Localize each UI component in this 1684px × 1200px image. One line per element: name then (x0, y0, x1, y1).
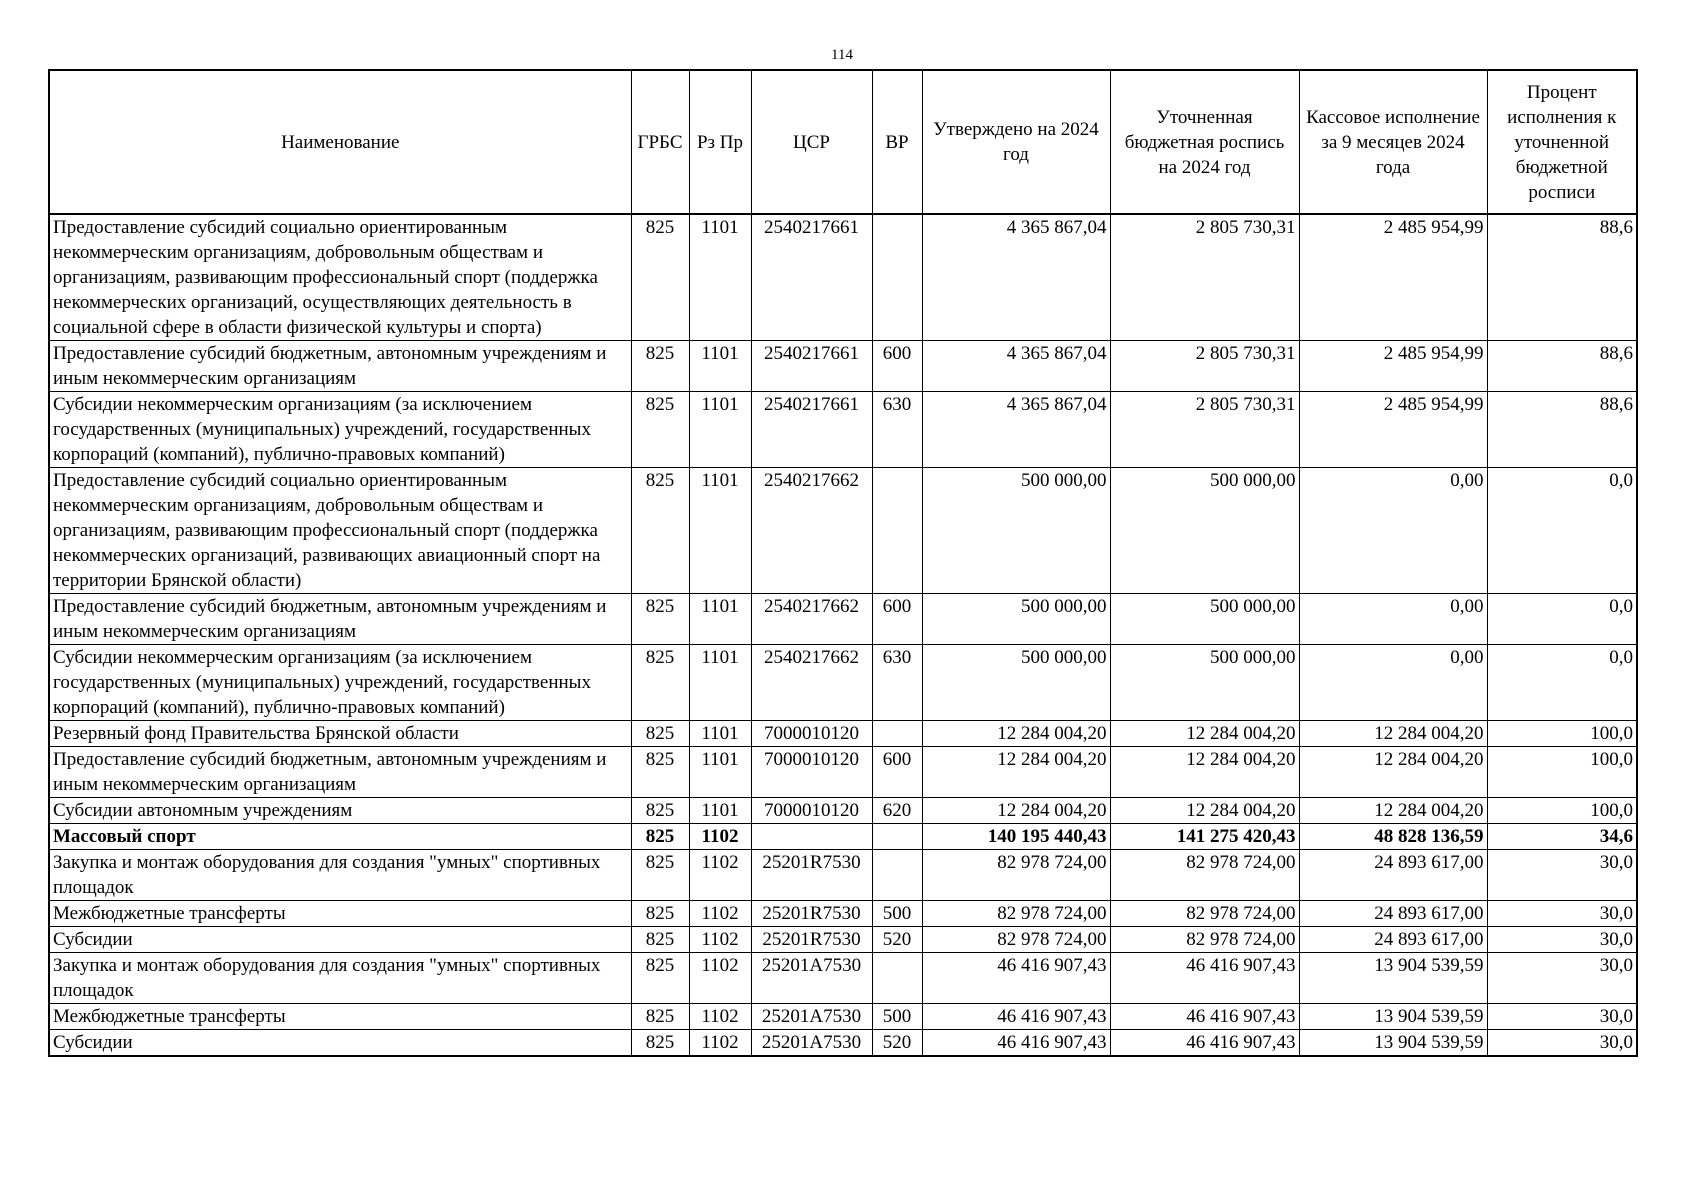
cell-percent: 30,0 (1487, 850, 1637, 901)
cell-approved: 46 416 907,43 (922, 953, 1110, 1004)
cell-csr: 25201A7530 (751, 1004, 872, 1030)
cell-grbs: 825 (631, 1030, 689, 1057)
cell-approved: 500 000,00 (922, 645, 1110, 721)
cell-approved: 12 284 004,20 (922, 747, 1110, 798)
cell-approved: 4 365 867,04 (922, 341, 1110, 392)
cell-vr (872, 214, 922, 341)
cell-percent: 100,0 (1487, 747, 1637, 798)
cell-grbs: 825 (631, 392, 689, 468)
cell-cash: 48 828 136,59 (1299, 824, 1487, 850)
cell-refined: 12 284 004,20 (1110, 747, 1299, 798)
cell-refined: 46 416 907,43 (1110, 1004, 1299, 1030)
cell-approved: 500 000,00 (922, 468, 1110, 594)
table-row (49, 927, 1637, 953)
cell-rzpr: 1102 (689, 927, 751, 953)
cell-rzpr: 1101 (689, 594, 751, 645)
cell-approved: 82 978 724,00 (922, 927, 1110, 953)
cell-vr: 600 (872, 594, 922, 645)
cell-name: Предоставление субсидий бюджетным, автономным учреждениям и иным некоммерческим организациям (49, 341, 631, 392)
cell-cash: 24 893 617,00 (1299, 850, 1487, 901)
cell-grbs: 825 (631, 1004, 689, 1030)
cell-vr: 630 (872, 392, 922, 468)
header-csr: ЦСР (751, 70, 872, 214)
cell-approved: 500 000,00 (922, 594, 1110, 645)
table-row (49, 645, 1637, 721)
table-row (49, 721, 1637, 747)
cell-csr (751, 824, 872, 850)
cell-name: Субсидии (49, 1030, 631, 1057)
cell-approved: 82 978 724,00 (922, 901, 1110, 927)
cell-csr: 25201A7530 (751, 953, 872, 1004)
budget-execution-table (48, 69, 1638, 1057)
page-number: 114 (831, 47, 853, 63)
cell-csr: 2540217662 (751, 594, 872, 645)
cell-csr: 2540217662 (751, 468, 872, 594)
table-body (49, 214, 1637, 1056)
cell-name: Субсидии некоммерческим организациям (за исключением государственных (муниципальных) учреждений, государственных корпораций (компаний), публично-правовых компаний) (49, 392, 631, 468)
cell-refined: 12 284 004,20 (1110, 798, 1299, 824)
header-cash: Кассовое исполнение за 9 месяцев 2024 года (1299, 70, 1487, 214)
table-row (49, 341, 1637, 392)
cell-rzpr: 1101 (689, 645, 751, 721)
cell-csr: 25201R7530 (751, 901, 872, 927)
cell-vr: 600 (872, 341, 922, 392)
cell-rzpr: 1102 (689, 1030, 751, 1057)
cell-refined: 2 805 730,31 (1110, 392, 1299, 468)
header-refined: Уточненная бюджетная роспись на 2024 год (1110, 70, 1299, 214)
cell-percent: 88,6 (1487, 341, 1637, 392)
cell-name: Предоставление субсидий бюджетным, автономным учреждениям и иным некоммерческим организациям (49, 594, 631, 645)
cell-refined: 46 416 907,43 (1110, 1030, 1299, 1057)
cell-csr: 25201R7530 (751, 927, 872, 953)
cell-rzpr: 1102 (689, 901, 751, 927)
header-grbs: ГРБС (631, 70, 689, 214)
cell-percent: 30,0 (1487, 927, 1637, 953)
header-percent: Процент исполнения к уточненной бюджетной росписи (1487, 70, 1637, 214)
cell-name: Субсидии (49, 927, 631, 953)
cell-percent: 30,0 (1487, 953, 1637, 1004)
header-vr: ВР (872, 70, 922, 214)
cell-percent: 88,6 (1487, 392, 1637, 468)
cell-name: Межбюджетные трансферты (49, 901, 631, 927)
cell-grbs: 825 (631, 798, 689, 824)
table-row (49, 214, 1637, 341)
cell-grbs: 825 (631, 721, 689, 747)
cell-approved: 82 978 724,00 (922, 850, 1110, 901)
cell-cash: 13 904 539,59 (1299, 1030, 1487, 1057)
cell-vr: 500 (872, 1004, 922, 1030)
table-row (49, 392, 1637, 468)
cell-vr (872, 721, 922, 747)
cell-cash: 12 284 004,20 (1299, 798, 1487, 824)
cell-cash: 13 904 539,59 (1299, 953, 1487, 1004)
cell-csr: 2540217661 (751, 214, 872, 341)
table-row (49, 824, 1637, 850)
cell-percent: 30,0 (1487, 1004, 1637, 1030)
cell-cash: 12 284 004,20 (1299, 747, 1487, 798)
cell-grbs: 825 (631, 747, 689, 798)
table-row (49, 850, 1637, 901)
table-row (49, 953, 1637, 1004)
cell-rzpr: 1102 (689, 824, 751, 850)
table-row (49, 468, 1637, 594)
cell-percent: 0,0 (1487, 594, 1637, 645)
cell-cash: 24 893 617,00 (1299, 901, 1487, 927)
cell-refined: 12 284 004,20 (1110, 721, 1299, 747)
cell-rzpr: 1102 (689, 1004, 751, 1030)
cell-rzpr: 1102 (689, 953, 751, 1004)
table-row (49, 901, 1637, 927)
table-header-row (49, 70, 1637, 214)
cell-vr: 520 (872, 1030, 922, 1057)
cell-refined: 82 978 724,00 (1110, 901, 1299, 927)
cell-rzpr: 1101 (689, 341, 751, 392)
cell-cash: 0,00 (1299, 468, 1487, 594)
cell-csr: 25201A7530 (751, 1030, 872, 1057)
cell-csr: 25201R7530 (751, 850, 872, 901)
cell-rzpr: 1101 (689, 798, 751, 824)
cell-approved: 46 416 907,43 (922, 1004, 1110, 1030)
cell-cash: 2 485 954,99 (1299, 392, 1487, 468)
cell-vr (872, 850, 922, 901)
header-rzpr: Рз Пр (689, 70, 751, 214)
table-row (49, 1004, 1637, 1030)
cell-grbs: 825 (631, 594, 689, 645)
cell-rzpr: 1101 (689, 468, 751, 594)
cell-grbs: 825 (631, 341, 689, 392)
cell-cash: 2 485 954,99 (1299, 214, 1487, 341)
cell-refined: 82 978 724,00 (1110, 927, 1299, 953)
cell-approved: 12 284 004,20 (922, 721, 1110, 747)
cell-cash: 13 904 539,59 (1299, 1004, 1487, 1030)
cell-name: Резервный фонд Правительства Брянской области (49, 721, 631, 747)
cell-approved: 140 195 440,43 (922, 824, 1110, 850)
cell-cash: 12 284 004,20 (1299, 721, 1487, 747)
cell-csr: 7000010120 (751, 721, 872, 747)
cell-refined: 500 000,00 (1110, 594, 1299, 645)
cell-rzpr: 1101 (689, 721, 751, 747)
cell-name: Субсидии некоммерческим организациям (за исключением государственных (муниципальных) учреждений, государственных корпораций (компаний), публично-правовых компаний) (49, 645, 631, 721)
cell-vr: 620 (872, 798, 922, 824)
cell-name: Предоставление субсидий социально ориентированным некоммерческим организациям, добровольным обществам и организациям, развивающим профессиональный спорт (поддержка некоммерческих организаций, осуществляющих деятельность в социальной сфере в области физической культуры и спорта) (49, 214, 631, 341)
cell-rzpr: 1102 (689, 850, 751, 901)
cell-vr (872, 824, 922, 850)
cell-cash: 2 485 954,99 (1299, 341, 1487, 392)
header-name: Наименование (49, 70, 631, 214)
cell-csr: 2540217661 (751, 392, 872, 468)
cell-grbs: 825 (631, 901, 689, 927)
cell-grbs: 825 (631, 953, 689, 1004)
cell-csr: 2540217661 (751, 341, 872, 392)
cell-rzpr: 1101 (689, 214, 751, 341)
cell-rzpr: 1101 (689, 392, 751, 468)
table-row (49, 594, 1637, 645)
cell-approved: 4 365 867,04 (922, 214, 1110, 341)
cell-name: Межбюджетные трансферты (49, 1004, 631, 1030)
header-approved: Утверждено на 2024 год (922, 70, 1110, 214)
cell-vr: 520 (872, 927, 922, 953)
cell-approved: 12 284 004,20 (922, 798, 1110, 824)
cell-percent: 30,0 (1487, 901, 1637, 927)
cell-refined: 500 000,00 (1110, 468, 1299, 594)
cell-refined: 2 805 730,31 (1110, 341, 1299, 392)
cell-percent: 88,6 (1487, 214, 1637, 341)
table-row (49, 798, 1637, 824)
cell-percent: 34,6 (1487, 824, 1637, 850)
cell-vr: 600 (872, 747, 922, 798)
cell-grbs: 825 (631, 645, 689, 721)
cell-percent: 0,0 (1487, 645, 1637, 721)
table-row (49, 1030, 1637, 1057)
cell-approved: 46 416 907,43 (922, 1030, 1110, 1057)
cell-percent: 30,0 (1487, 1030, 1637, 1057)
cell-rzpr: 1101 (689, 747, 751, 798)
cell-percent: 100,0 (1487, 721, 1637, 747)
cell-refined: 500 000,00 (1110, 645, 1299, 721)
cell-vr: 630 (872, 645, 922, 721)
cell-name: Субсидии автономным учреждениям (49, 798, 631, 824)
cell-cash: 0,00 (1299, 645, 1487, 721)
cell-refined: 141 275 420,43 (1110, 824, 1299, 850)
cell-name: Закупка и монтаж оборудования для создания "умных" спортивных площадок (49, 850, 631, 901)
cell-name: Предоставление субсидий социально ориентированным некоммерческим организациям, добровольным обществам и организациям, развивающим профессиональный спорт (поддержка некоммерческих организаций, развивающих авиационный спорт на территории Брянской области) (49, 468, 631, 594)
cell-cash: 24 893 617,00 (1299, 927, 1487, 953)
cell-refined: 46 416 907,43 (1110, 953, 1299, 1004)
cell-vr (872, 953, 922, 1004)
cell-approved: 4 365 867,04 (922, 392, 1110, 468)
cell-vr (872, 468, 922, 594)
table-row (49, 747, 1637, 798)
cell-grbs: 825 (631, 850, 689, 901)
cell-vr: 500 (872, 901, 922, 927)
cell-name: Закупка и монтаж оборудования для создания "умных" спортивных площадок (49, 953, 631, 1004)
cell-percent: 100,0 (1487, 798, 1637, 824)
cell-name: Предоставление субсидий бюджетным, автономным учреждениям и иным некоммерческим организациям (49, 747, 631, 798)
cell-csr: 7000010120 (751, 798, 872, 824)
cell-refined: 82 978 724,00 (1110, 850, 1299, 901)
cell-cash: 0,00 (1299, 594, 1487, 645)
cell-refined: 2 805 730,31 (1110, 214, 1299, 341)
cell-grbs: 825 (631, 468, 689, 594)
cell-name: Массовый спорт (49, 824, 631, 850)
cell-percent: 0,0 (1487, 468, 1637, 594)
cell-grbs: 825 (631, 214, 689, 341)
cell-csr: 7000010120 (751, 747, 872, 798)
cell-grbs: 825 (631, 824, 689, 850)
cell-csr: 2540217662 (751, 645, 872, 721)
cell-grbs: 825 (631, 927, 689, 953)
